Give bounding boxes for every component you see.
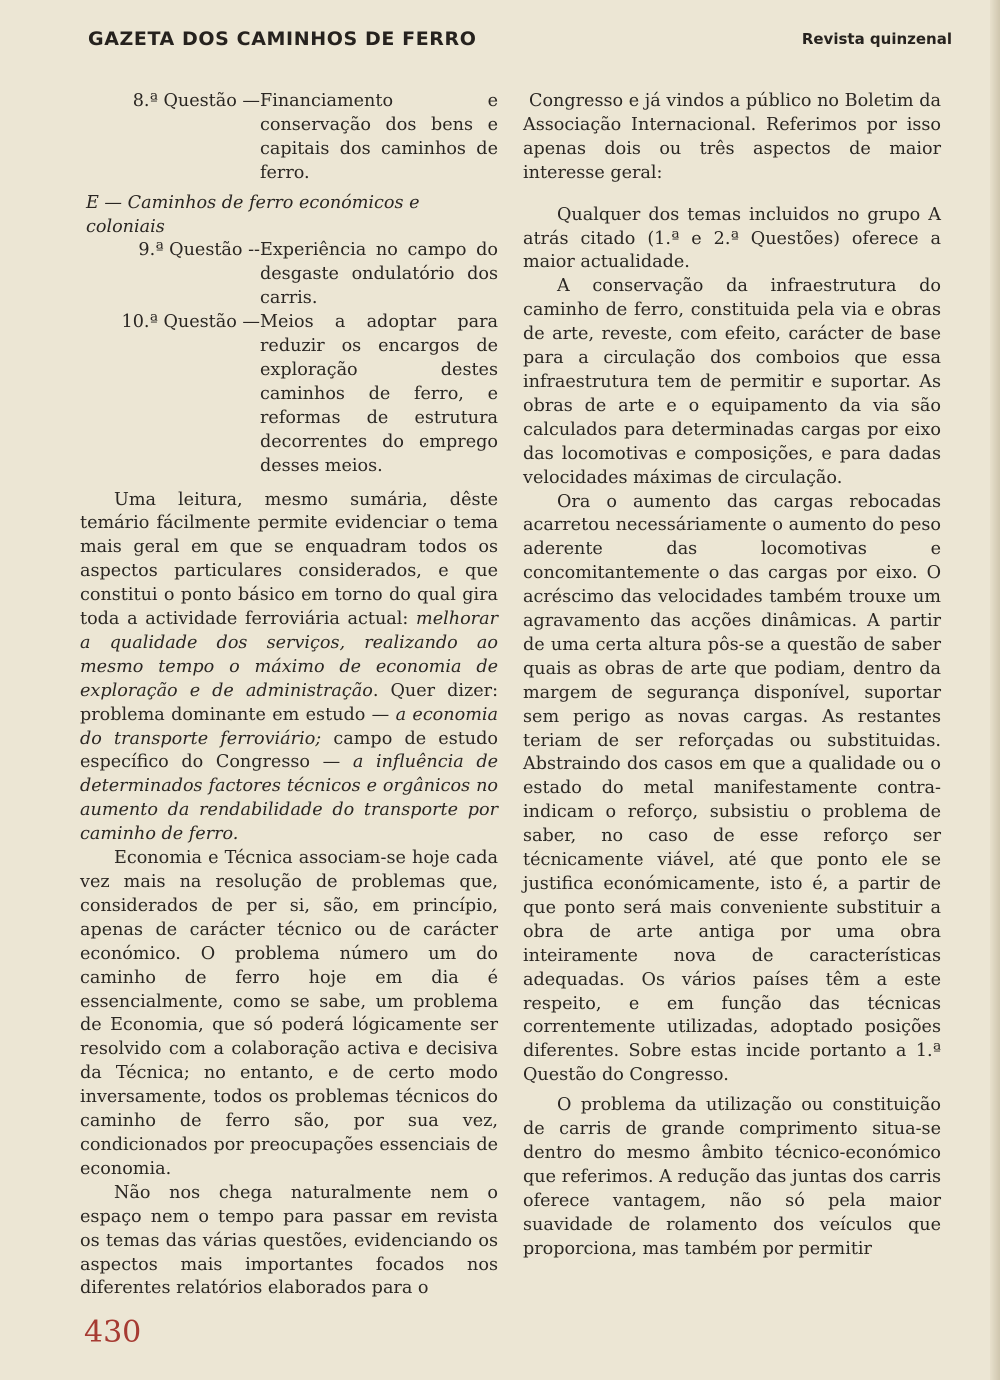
question-text: Experiência no campo do desgaste ondulatório dos carris.	[260, 240, 498, 309]
question-number: 8.ª Questão —	[132, 91, 260, 111]
question-number: 9.ª Questão --	[138, 240, 260, 261]
paragraph: Não nos chega naturalmente nem o espaço nem o tempo para passar em revista os temas das várias questões, evidenciando os aspectos mais importantes focados nos diferentes relatórios elaborados para o	[80, 1182, 498, 1299]
question-text: Financiamento e conservação dos bens e capitais dos caminhos de ferro.	[260, 91, 498, 183]
left-column	[80, 90, 498, 1301]
paragraph: Congresso e já vindos a público no Boletim da Associação Internacional. Referimos por isso apenas dois ou três aspectos de maior interesse geral:	[523, 91, 941, 183]
paragraph: Economia e Técnica associam-se hoje cada vez mais na resolução de problemas que, considerados de per si, são, em princípio, apenas de carácter técnico ou de carácter económico. O problema número um do caminho de ferro hoje em dia é essencialmente, como se sabe, um problema de Economia, que só poderá lógicamente ser resolvido com a colaboração activa e decisiva da Técnica; no entanto, e de certo modo inversamente, todos os problemas técnicos do caminho de ferro são, por sua vez, condicionados por preocupações essenciais de economia.	[80, 848, 498, 1179]
page-edge	[990, 0, 1000, 1380]
paragraph	[80, 489, 498, 848]
publication-subtitle: Revista quinzenal	[801, 30, 952, 48]
paragraph: Ora o aumento das cargas rebocadas acarretou necessáriamente o aumento do peso aderente das locomotivas e concomitantemente o das cargas por eixo. O acréscimo das velocidades também trouxe um agravamento das acções dinâmicas. A partir de uma certa altura pôs-se a questão de saber quais as obras de arte que podiam, dentro da margem de segurança disponível, suportar sem perigo as novas cargas. As restantes teriam de ser reforçadas ou substituidas. Abstraindo dos casos em que a qualidade ou o estado do metal manifestamente contra-indicam o reforço, subsistiu o problema de saber, no caso de esse reforço ser técnicamente viável, até que ponto ele se justifica económicamente, isto é, a partir de que ponto será mais conveniente substituir a obra de arte antiga por uma obra inteiramente nova de características adequadas. Os vários países têm a este respeito, e em função das técnicas correntemente utilizadas, adoptado posições diferentes. Sobre estas incide portanto a 1.ª Questão do Congresso.	[523, 491, 941, 1086]
question-item	[80, 90, 498, 186]
question-number: 10.ª Questão —	[121, 312, 260, 333]
italic-run: a influência de determinados factores técnicos e orgânicos no aumento da rendabilidade do transporte por caminho de ferro.	[80, 752, 498, 845]
question-item	[80, 239, 498, 311]
question-text: Meios a adoptar para reduzir os encargos de exploração destes caminhos de ferro, e reformas de estrutura decorrentes do emprego desses meios.	[260, 312, 498, 476]
page-number: 430	[84, 1315, 142, 1350]
section-heading: E — Caminhos de ferro económicos e coloniais	[86, 192, 420, 237]
paragraph: O problema da utilização ou constituição de carris de grande comprimento situa-se dentro do mesmo âmbito técnico-económico que referimos. A redução das juntas dos carris oferece vantagem, não só pela maior suavidade de rolamento dos veículos que proporciona, mas também por permitir	[523, 1095, 941, 1259]
paragraph: Qualquer dos temas incluidos no grupo A atrás citado (1.ª e 2.ª Questões) oferece a maior actualidade.	[523, 204, 941, 273]
text-run: Uma leitura, mesmo sumária, dêste temário fácilmente permite evidenciar o tema mais geral em que se enquadram todos os aspectos particulares considerados, e que constitui o ponto básico em torno do qual gira toda a actividade ferroviária actual:	[80, 489, 498, 630]
text-run: . Quer dizer: problema dominante em estudo —	[80, 680, 498, 725]
text-run: campo de estudo específico do Congresso —	[80, 728, 498, 773]
right-column	[523, 90, 941, 1262]
italic-run: a economia do transporte ferroviário;	[80, 704, 498, 749]
publication-title: GAZETA DOS CAMINHOS DE FERRO	[88, 28, 477, 50]
paragraph: A conservação da infraestrutura do caminho de ferro, constituida pela via e obras de arte, reveste, com efeito, carácter de base para a circulação dos comboios que essa infraestrutura tem de permitir e suportar. As obras de arte e o equipamento da via são calculados para determinadas cargas por eixo das locomotivas e composições, e para dadas velocidades máximas de circulação.	[523, 276, 941, 488]
question-item	[80, 311, 498, 478]
italic-run: melhorar a qualidade dos serviços, realizando ao mesmo tempo o máximo de economia de exploração e de administração	[80, 609, 498, 701]
